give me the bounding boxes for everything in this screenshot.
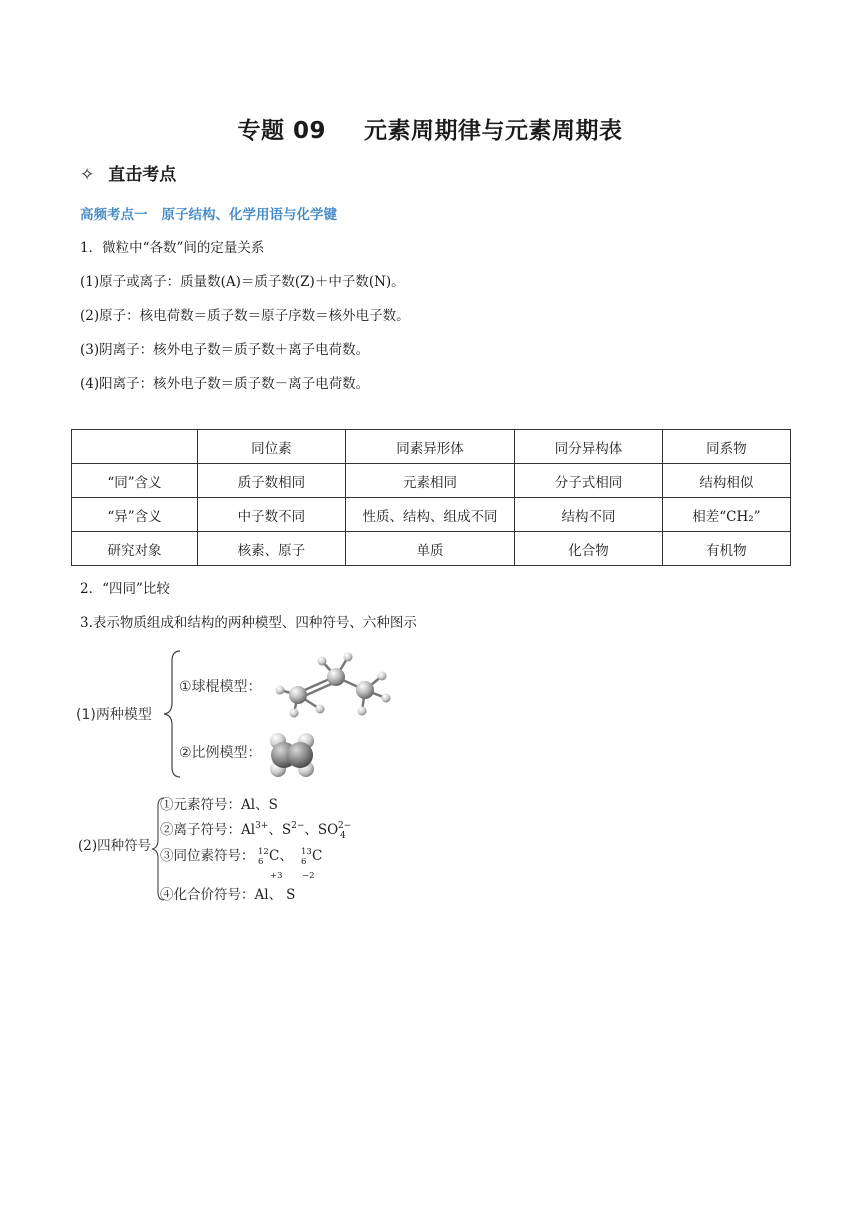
table-header-row xyxy=(72,430,791,464)
isotope-element: C、 xyxy=(269,848,293,864)
sulfate-subscript: 4 xyxy=(340,831,346,841)
table-cell: 性质、结构、组成不同 xyxy=(345,498,514,532)
table-cell: 质子数相同 xyxy=(198,464,346,498)
table-row xyxy=(72,498,791,532)
valence-al-value: +3 xyxy=(270,871,283,881)
table-cell: 化合物 xyxy=(515,532,663,566)
point3-heading: 3.表示物质组成和结构的两种模型、四种符号、六种图示 xyxy=(80,615,417,631)
table-cell: 研究对象 xyxy=(72,532,198,566)
isotope-mass-number: 13 xyxy=(301,847,312,857)
section-heading xyxy=(80,160,176,185)
title-topic-number: 专题 09 xyxy=(237,118,326,144)
four-symbols-diagram xyxy=(76,792,396,908)
isotope-atomic-number: 6 xyxy=(258,857,264,867)
ion-symbol-line: ②离子符号：$Al^{3+}$、$S^{2-}$、SO xyxy=(160,821,339,838)
point1-item: (4)阳离子：核外电子数＝质子数－离子电荷数。 xyxy=(80,376,370,392)
table-cell: 分子式相同 xyxy=(515,464,663,498)
table-header-cell xyxy=(72,430,198,464)
point1-heading: 1．微粒中“各数”间的定量关系 xyxy=(80,240,265,256)
space-fill-model-icon xyxy=(270,733,314,777)
table-row xyxy=(72,532,791,566)
page-title xyxy=(0,112,860,145)
point2-heading: 2．“四同”比较 xyxy=(80,581,170,597)
comparison-table xyxy=(71,429,791,566)
valence-s-value: −2 xyxy=(302,871,315,881)
table-cell: 中子数不同 xyxy=(198,498,346,532)
brace-icon xyxy=(164,651,180,777)
two-models-diagram xyxy=(76,645,406,783)
element-symbol-line: ①元素符号：Al、S xyxy=(160,797,278,813)
table-cell: 相差“CH₂” xyxy=(662,498,790,532)
table-cell: 核素、原子 xyxy=(198,532,346,566)
section-label: 直击考点 xyxy=(108,165,177,185)
table-row xyxy=(72,464,791,498)
table-cell: 有机物 xyxy=(662,532,790,566)
table-cell: 元素相同 xyxy=(345,464,514,498)
point1-item: (3)阴离子：核外电子数＝质子数＋离子电荷数。 xyxy=(80,342,370,358)
subsection-title: 原子结构、化学用语与化学键 xyxy=(161,207,337,223)
ball-stick-label: ①球棍模型： xyxy=(179,679,262,695)
table-cell: “异”含义 xyxy=(72,498,198,532)
isotope-symbol-prefix: ③同位素符号： xyxy=(160,848,255,864)
table-cell: 结构相似 xyxy=(662,464,790,498)
point1-item: (1)原子或离子：质量数(A)＝质子数(Z)＋中子数(N)。 xyxy=(80,274,405,290)
sulfate-charge: 2− xyxy=(338,821,352,831)
table-header-cell: 同系物 xyxy=(662,430,790,464)
table-header-cell: 同位素 xyxy=(198,430,346,464)
valence-symbol-line: ④化合价符号：Al、 S xyxy=(160,887,296,903)
title-topic-name: 元素周期律与元素周期表 xyxy=(364,118,623,144)
subsection-heading xyxy=(80,203,337,223)
subsection-number: 高频考点一 xyxy=(80,207,148,223)
diamond-outline-icon: ✧ xyxy=(80,165,95,185)
models-label: (1)两种模型 xyxy=(76,707,152,723)
isotope-mass-number: 12 xyxy=(258,847,269,857)
table-cell: 单质 xyxy=(345,532,514,566)
point1-item: (2)原子：核电荷数＝质子数＝原子序数＝核外电子数。 xyxy=(80,308,410,324)
isotope-atomic-number: 6 xyxy=(301,857,307,867)
table-cell: “同”含义 xyxy=(72,464,198,498)
table-cell: 结构不同 xyxy=(515,498,663,532)
isotope-element: C xyxy=(312,848,323,864)
table-header-cell: 同素异形体 xyxy=(345,430,514,464)
space-fill-label: ②比例模型： xyxy=(179,745,262,761)
symbols-label: (2)四种符号 xyxy=(78,838,152,854)
table-header-cell: 同分异构体 xyxy=(515,430,663,464)
